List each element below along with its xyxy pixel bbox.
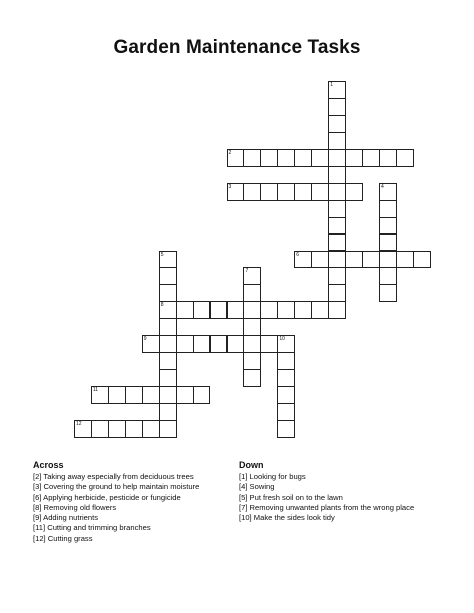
grid-cell[interactable] xyxy=(328,166,346,184)
grid-cell[interactable] xyxy=(277,420,295,438)
grid-cell[interactable] xyxy=(294,149,312,167)
grid-cell[interactable] xyxy=(328,301,346,319)
grid-cell[interactable] xyxy=(243,369,261,387)
grid-cell[interactable] xyxy=(311,301,329,319)
grid-cell[interactable] xyxy=(159,386,177,404)
grid-cell-number: 10 xyxy=(279,336,285,343)
grid-cell[interactable] xyxy=(260,183,278,201)
down-heading: Down xyxy=(239,460,264,470)
grid-cell[interactable] xyxy=(193,301,211,319)
down-clue-10: [10] Make the sides look tidy xyxy=(239,513,335,523)
grid-cell[interactable] xyxy=(328,200,346,218)
grid-cell[interactable] xyxy=(176,335,194,353)
grid-cell[interactable] xyxy=(243,183,261,201)
down-clue-5: [5] Put fresh soil on to the lawn xyxy=(239,492,343,502)
grid-cell[interactable] xyxy=(125,420,143,438)
grid-cell[interactable] xyxy=(362,149,380,167)
grid-cell[interactable] xyxy=(328,115,346,133)
grid-cell[interactable] xyxy=(345,149,363,167)
grid-cell[interactable] xyxy=(91,420,109,438)
across-clue-12: [12] Cutting grass xyxy=(33,533,93,543)
grid-cell[interactable] xyxy=(379,284,397,302)
grid-cell[interactable] xyxy=(328,183,346,201)
grid-cell[interactable] xyxy=(176,301,194,319)
grid-cell[interactable] xyxy=(311,149,329,167)
down-clue-1: [1] Looking for bugs xyxy=(239,472,306,481)
across-heading: Across xyxy=(33,460,64,470)
grid-cell[interactable] xyxy=(379,234,397,252)
grid-cell[interactable] xyxy=(277,149,295,167)
grid-cell[interactable] xyxy=(311,183,329,201)
grid-cell[interactable] xyxy=(142,420,160,438)
grid-cell[interactable] xyxy=(159,352,177,370)
grid-cell[interactable] xyxy=(210,301,228,319)
grid-cell-number: 2 xyxy=(228,149,232,156)
grid-cell[interactable] xyxy=(243,149,261,167)
grid-cell[interactable] xyxy=(379,183,397,201)
grid-cell[interactable] xyxy=(260,335,278,353)
grid-cell[interactable] xyxy=(159,335,177,353)
across-clue-2: [2] Taking away especially from deciduous trees xyxy=(33,472,194,481)
grid-cell[interactable] xyxy=(277,183,295,201)
grid-cell[interactable] xyxy=(260,149,278,167)
across-clue-3: [3] Covering the ground to help maintain moisture xyxy=(33,482,200,492)
grid-cell[interactable] xyxy=(328,132,346,150)
grid-cell[interactable] xyxy=(159,251,177,269)
grid-cell-number: 9 xyxy=(143,336,147,343)
grid-cell[interactable] xyxy=(362,251,380,269)
grid-cell[interactable] xyxy=(328,267,346,285)
grid-cell-number: 11 xyxy=(92,387,99,394)
down-clue-4: [4] Sowing xyxy=(239,482,275,492)
across-clue-9: [9] Adding nutrients xyxy=(33,513,99,523)
grid-cell[interactable] xyxy=(328,149,346,167)
grid-cell[interactable] xyxy=(379,251,397,269)
grid-cell[interactable] xyxy=(159,267,177,285)
grid-cell-number: 8 xyxy=(160,302,164,309)
grid-cell[interactable] xyxy=(277,352,295,370)
grid-cell[interactable] xyxy=(159,318,177,336)
grid-cell[interactable] xyxy=(396,251,414,269)
page-title: Garden Maintenance Tasks xyxy=(113,37,361,58)
down-clue-7: [7] Removing unwanted plants from the wrong place xyxy=(239,502,415,512)
grid-cell[interactable] xyxy=(142,386,160,404)
grid-cell[interactable] xyxy=(243,284,261,302)
grid-cell[interactable] xyxy=(379,217,397,235)
grid-cell[interactable] xyxy=(328,81,346,99)
grid-cell[interactable] xyxy=(379,200,397,218)
grid-cell[interactable] xyxy=(193,386,211,404)
grid-cell[interactable] xyxy=(345,183,363,201)
grid-cell[interactable] xyxy=(159,420,177,438)
grid-cell-number: 7 xyxy=(245,268,249,275)
grid-cell[interactable] xyxy=(243,301,261,319)
down-clues xyxy=(239,459,459,523)
grid-cell[interactable] xyxy=(243,352,261,370)
grid-cell-number: 6 xyxy=(296,251,300,258)
grid-cell[interactable] xyxy=(277,301,295,319)
grid-cell-number: 12 xyxy=(75,421,82,427)
grid-cell[interactable] xyxy=(413,251,431,269)
grid-cell[interactable] xyxy=(159,284,177,302)
grid-cell[interactable] xyxy=(243,267,261,285)
grid-cell[interactable] xyxy=(328,251,346,269)
grid-cell[interactable] xyxy=(159,403,177,421)
grid-cell[interactable] xyxy=(379,267,397,285)
grid-cell[interactable] xyxy=(294,301,312,319)
grid-cell-number: 1 xyxy=(330,82,333,88)
across-clue-6: [6] Applying herbicide, pesticide or fungicide xyxy=(33,492,181,502)
grid-cell[interactable] xyxy=(260,301,278,319)
grid-cell[interactable] xyxy=(142,335,160,353)
grid-cell[interactable] xyxy=(210,335,228,353)
grid-cell[interactable] xyxy=(91,386,109,404)
grid-cell[interactable] xyxy=(176,386,194,404)
across-clues xyxy=(33,459,233,544)
grid-cell[interactable] xyxy=(159,369,177,387)
grid-cell[interactable] xyxy=(396,149,414,167)
grid-cell[interactable] xyxy=(74,420,92,438)
grid-cell[interactable] xyxy=(227,301,245,319)
grid-cell[interactable] xyxy=(379,149,397,167)
grid-cell[interactable] xyxy=(294,251,312,269)
across-clue-11: [11] Cutting and trimming branches xyxy=(33,523,151,533)
grid-cell[interactable] xyxy=(277,369,295,387)
grid-cell-number: 3 xyxy=(228,183,232,190)
grid-cell[interactable] xyxy=(227,149,245,167)
grid-cell[interactable] xyxy=(108,420,126,438)
grid-cell[interactable] xyxy=(328,217,346,235)
grid-cell[interactable] xyxy=(345,251,363,269)
grid-cell[interactable] xyxy=(227,183,245,201)
grid-cell[interactable] xyxy=(294,183,312,201)
grid-cell[interactable] xyxy=(227,335,245,353)
across-clue-8: [8] Removing old flowers xyxy=(33,502,117,512)
grid-cell[interactable] xyxy=(193,335,211,353)
grid-cell[interactable] xyxy=(328,234,346,252)
grid-cell-number: 5 xyxy=(160,251,164,258)
grid-cell[interactable] xyxy=(159,301,177,319)
grid-cell[interactable] xyxy=(243,318,261,336)
grid-cell[interactable] xyxy=(311,251,329,269)
grid-cell[interactable] xyxy=(243,335,261,353)
grid-cell[interactable] xyxy=(108,386,126,404)
grid-cell[interactable] xyxy=(328,284,346,302)
grid-cell-number: 4 xyxy=(381,183,384,190)
grid-cell[interactable] xyxy=(277,403,295,421)
grid-cell[interactable] xyxy=(328,98,346,116)
grid-cell[interactable] xyxy=(277,386,295,404)
grid-cell[interactable] xyxy=(125,386,143,404)
grid-cell[interactable] xyxy=(277,335,295,353)
